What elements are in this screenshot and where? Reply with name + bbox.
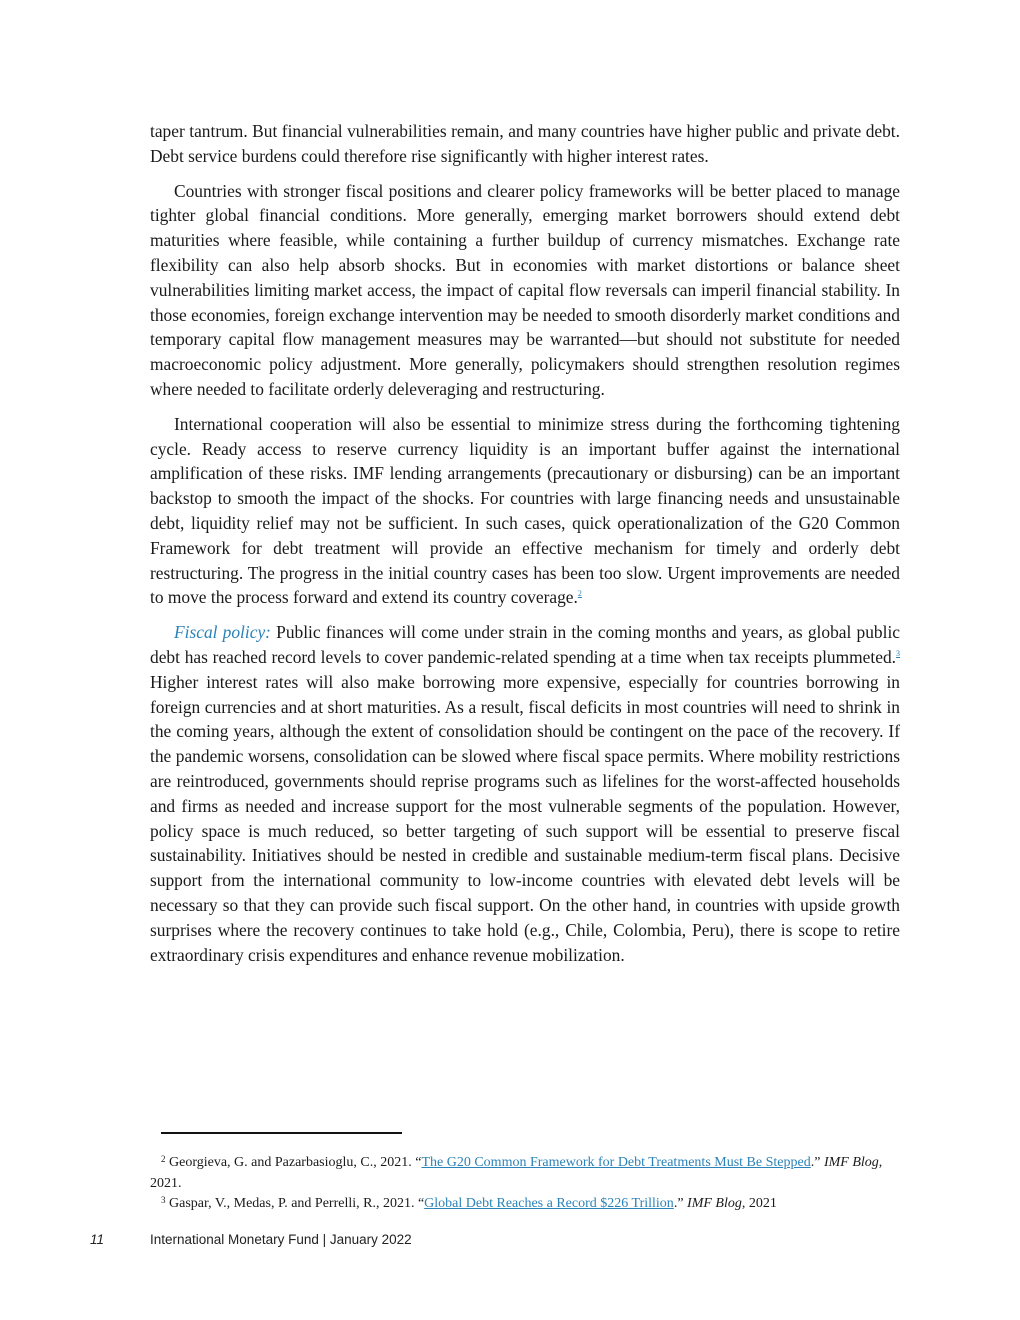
footnote-punct: .” bbox=[673, 1196, 688, 1211]
paragraph-text: Public finances will come under strain in the coming months and years, as global public debt has reached record levels to cover pandemic-related spending at a time when tax receipts plummeted. bbox=[150, 622, 900, 667]
paragraph-continued: taper tantrum. But financial vulnerabilities remain, and many countries have higher public and private debt. Debt service burdens could therefore rise significantly with higher interest rates. bbox=[150, 121, 900, 166]
footnote-divider bbox=[161, 1132, 402, 1134]
footnote-punct: .” bbox=[810, 1155, 824, 1170]
footnote-2-link[interactable]: The G20 Common Framework for Debt Treatments Must Be Stepped bbox=[421, 1155, 811, 1170]
paragraph-text: International cooperation will also be essential to minimize stress during the forthcoming tightening cycle. Ready access to reserve currency liquidity is an important buffer against the international amplification of these risks. IMF lending arrangements (precautionary or disbursing) can be an important backstop to smooth the impact of the shocks. For countries with large financing needs and unsustainable debt, liquidity relief may not be sufficient. In such cases, quick operationalization of the G20 Common Framework for debt treatment will provide an effective mechanism for timely and orderly debt restructuring. The progress in the initial country cases has been too slow. Urgent improvements are needed to move the process forward and extend its country coverage. bbox=[150, 413, 900, 608]
footnotes bbox=[150, 1153, 890, 1215]
footnote-year: , 2021. bbox=[150, 1155, 883, 1191]
footnote-2 bbox=[150, 1153, 890, 1194]
footnote-source: IMF Blog bbox=[823, 1155, 879, 1170]
paragraph-international-cooperation bbox=[150, 412, 900, 610]
footnote-authors: Gaspar, V., Medas, P. and Perrelli, R., 2021. “ bbox=[165, 1196, 425, 1211]
footnote-ref-3[interactable]: 3 bbox=[896, 648, 900, 658]
footnote-3 bbox=[150, 1194, 890, 1215]
footnote-authors: Georgieva, G. and Pazarbasioglu, C., 2021. “ bbox=[165, 1155, 422, 1170]
publisher-line: International Monetary Fund | January 2022 bbox=[150, 1232, 412, 1247]
footnote-ref-2[interactable]: 2 bbox=[577, 589, 582, 599]
body-text bbox=[150, 119, 900, 977]
page-number: 11 bbox=[90, 1232, 105, 1247]
footnote-year: , 2021 bbox=[741, 1196, 777, 1211]
paragraph-text: Higher interest rates will also make borrowing more expensive, especially for countries borrowing in foreign currencies and at short maturities. As a result, fiscal deficits in most countries will need to shrink in the coming years, although the extent of consolidation should be contingent on the pace of the recovery. If the pandemic worsens, consolidation can be slowed where fiscal space permits. Where mobility restrictions are reintroduced, governments should reprise programs such as lifelines for the worst-affected households and firms as needed and increase support for the most vulnerable segments of the population. However, policy space is much reduced, so better targeting of such support will be essential to preserve fiscal sustainability. Initiatives should be nested in credible and sustainable medium-term fiscal plans. Decisive support from the international community to low-income countries with elevated debt levels will be necessary so that they can provide such fiscal support. On the other hand, in countries with upside growth surprises where the recovery continues to take hold (e.g., Chile, Colombia, Peru), there is scope to retire extraordinary crisis expenditures and enhance revenue mobilization. bbox=[150, 671, 900, 965]
fiscal-policy-lead-in: Fiscal policy: bbox=[174, 622, 271, 643]
footnote-number: 3 bbox=[161, 1195, 166, 1205]
footnote-source: IMF Blog bbox=[687, 1196, 742, 1211]
footnote-number: 2 bbox=[161, 1154, 166, 1164]
footnote-3-link[interactable]: Global Debt Reaches a Record $226 Trillion bbox=[424, 1196, 674, 1211]
paragraph-fiscal-frameworks: Countries with stronger fiscal positions and clearer policy frameworks will be better placed to manage tighter global financial conditions. More generally, emerging market borrowers should extend debt maturities where feasible, while containing a further buildup of currency mismatches. Exchange rate flexibility can also help absorb shocks. But in economies with market distortions or balance sheet vulnerabilities limiting market access, the impact of capital flow reversals can imperil financial stability. In those economies, foreign exchange intervention may be needed to smooth disorderly market conditions and temporary capital flow management measures may be warranted—but should not substitute for needed macroeconomic policy adjustment. More generally, policymakers should strengthen resolution regimes where needed to facilitate orderly deleveraging and restructuring. bbox=[150, 180, 900, 399]
paragraph-fiscal-policy bbox=[150, 620, 900, 967]
